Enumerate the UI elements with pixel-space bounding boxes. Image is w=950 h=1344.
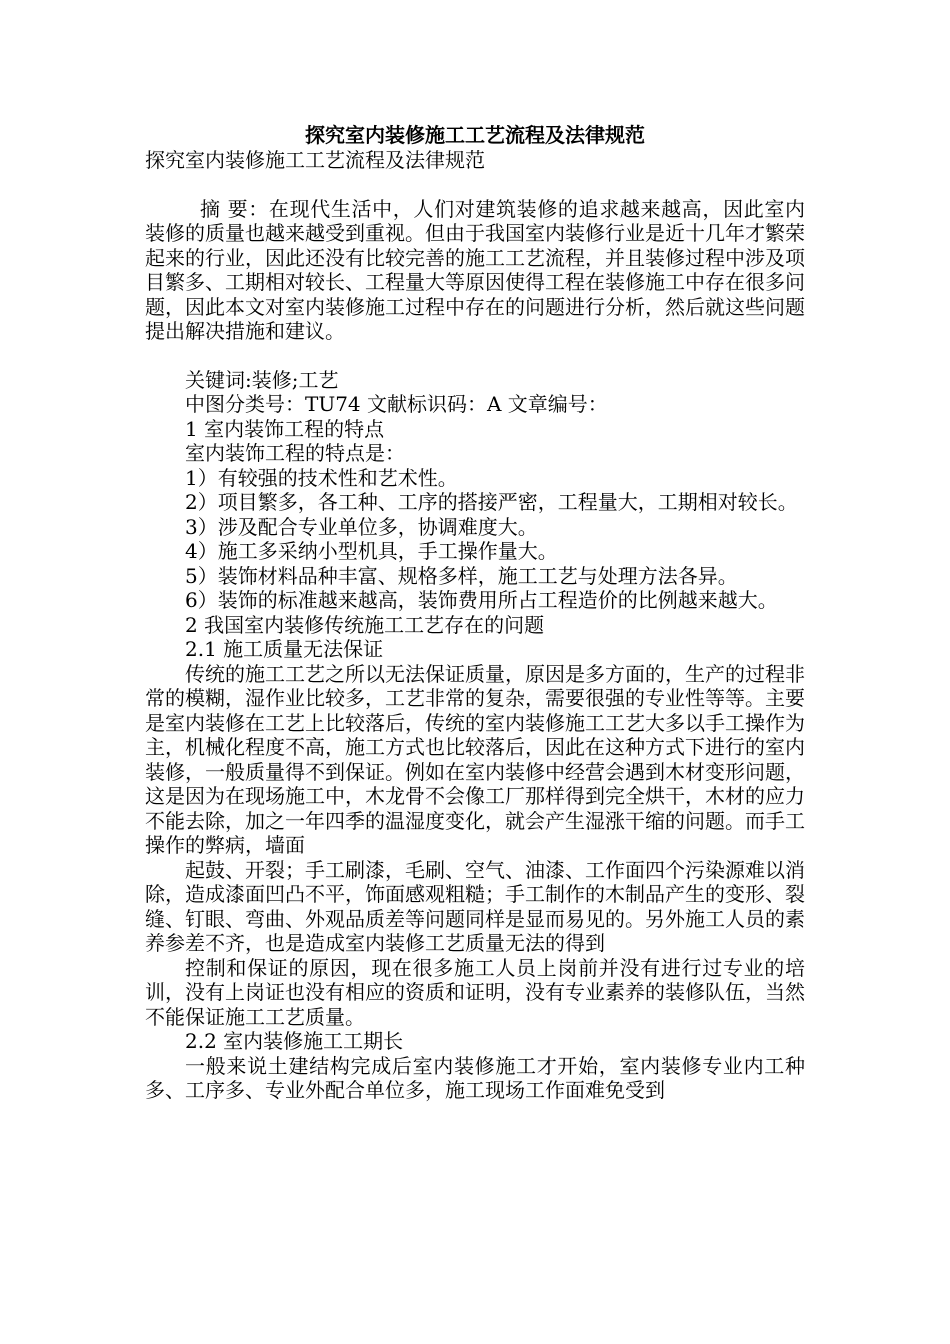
document-subtitle: 探究室内装修施工工艺流程及法律规范 xyxy=(145,148,485,172)
document-title: 探究室内装修施工工艺流程及法律规范 xyxy=(305,123,645,147)
body-paragraph: 传统的施工工艺之所以无法保证质量，原因是多方面的，生产的过程非常的模糊，湿作业比较多，工艺非常的复杂，需要很强的专业性等等。主要是室内装修在工艺上比较落后，传统的室内装修施工工艺大多以手工操作为主，机械化程度不高，施工方式也比较落后，因此在这种方式下进行的室内装修，一般质量得不到保证。例如在室内装修中经营会遇到木材变形问题，这是因为在现场施工中，木龙骨不会像工厂那样得到完全烘干，木材的应力不能去除，加之一年四季的温湿度变化，就会产生湿涨干缩的问题。而手工操作的弊病，墙面 xyxy=(145,661,805,857)
spacer xyxy=(145,173,805,197)
classification-line: 中图分类号：TU74 文献标识码：A 文章编号： xyxy=(185,392,608,416)
list-item: 2）项目繁多，各工种、工序的搭接严密，工程量大，工期相对较长。 xyxy=(185,490,798,514)
list-item: 3）涉及配合专业单位多，协调难度大。 xyxy=(185,514,538,539)
list-item: 6）装饰的标准越来越高，装饰费用所占工程造价的比例越来越大。 xyxy=(185,588,778,612)
body-paragraph: 控制和保证的原因，现在很多施工人员上岗前并没有进行过专业的培训，没有上岗证也没有相应的资质和证明，没有专业素养的装修队伍，当然不能保证施工工艺质量。 xyxy=(145,955,805,1029)
subsection-heading: 2.2 室内装修施工工期长 xyxy=(185,1029,404,1053)
keywords-line: 关键词:装修;工艺 xyxy=(185,367,339,392)
section-intro: 室内装饰工程的特点是： xyxy=(185,441,405,465)
section-heading: 1 室内装饰工程的特点 xyxy=(185,416,385,441)
body-paragraph: 一般来说土建结构完成后室内装修施工才开始，室内装修专业内工种多、工序多、专业外配合单位多，施工现场工作面难免受到 xyxy=(145,1053,805,1102)
subsection-heading: 2.1 施工质量无法保证 xyxy=(185,637,384,661)
list-item: 1）有较强的技术性和艺术性。 xyxy=(185,465,458,490)
document-page xyxy=(145,122,805,1103)
body-paragraph: 起鼓、开裂；手工刷漆，毛刷、空气、油漆、工作面四个污染源难以消除，造成漆面凹凸不平，饰面感观粗糙；手工制作的木制品产生的变形、裂缝、钉眼、弯曲、外观品质差等问题同样是显而易见的。另外施工人员的素养参差不齐，也是造成室内装修工艺质量无法的得到 xyxy=(145,857,805,955)
list-item: 5）装饰材料品种丰富、规格多样，施工工艺与处理方法各异。 xyxy=(185,563,738,588)
section-heading: 2 我国室内装修传统施工工艺存在的问题 xyxy=(185,612,545,637)
list-item: 4）施工多采纳小型机具，手工操作量大。 xyxy=(185,539,558,563)
spacer xyxy=(145,344,805,368)
abstract-paragraph: 摘 要：在现代生活中，人们对建筑装修的追求越来越高，因此室内装修的质量也越来越受到重视。但由于我国室内装修行业是近十几年才繁荣起来的行业，因此还没有比较完善的施工工艺流程，并且装修过程中涉及项目繁多、工期相对较长、工程量大等原因使得工程在装修施工中存在很多问题，因此本文对室内装修施工过程中存在的问题进行分析，然后就这些问题提出解决措施和建议。 xyxy=(145,196,805,343)
